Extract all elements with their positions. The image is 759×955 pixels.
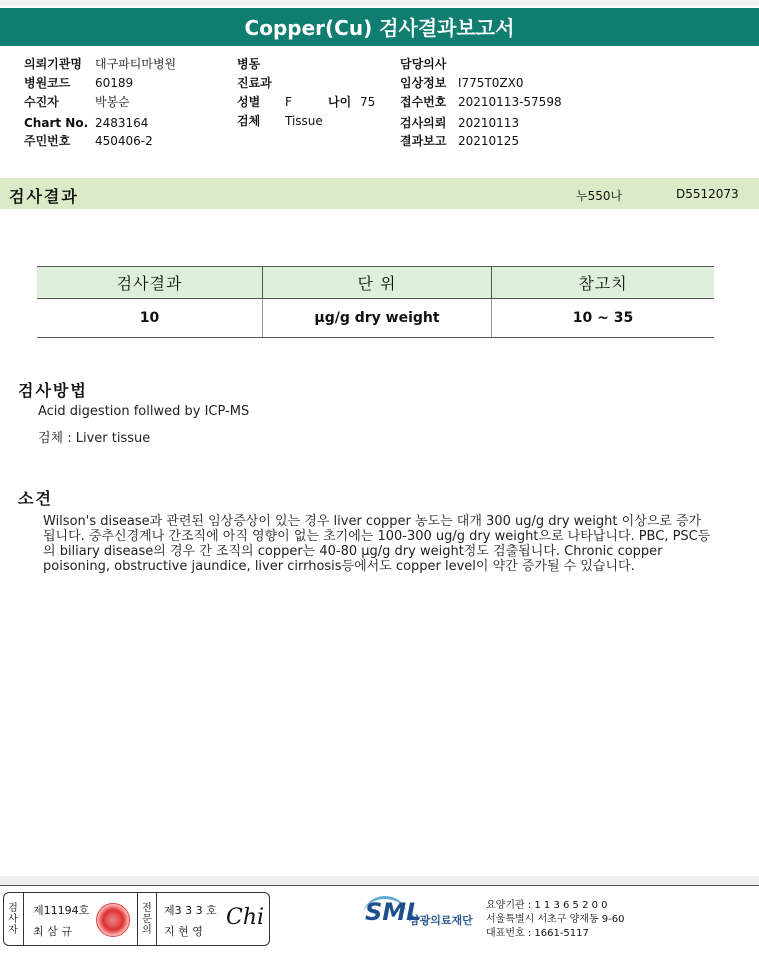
examiner-license-no: 제11194호	[33, 904, 90, 917]
divider	[156, 893, 157, 945]
value-resident-no: 450406-2	[95, 134, 153, 148]
cell-unit: µg/g dry weight	[263, 299, 492, 338]
footer-rule	[0, 885, 759, 886]
report-title: Copper(Cu) 검사결과보고서	[0, 8, 759, 46]
value-patient-name: 박봉순	[95, 95, 130, 109]
value-sex: F	[285, 95, 292, 109]
header-unit: 단 위	[263, 267, 492, 299]
institution-code: 요양기관 : 1 1 3 6 5 2 0 0	[486, 900, 608, 911]
test-id: D5512073	[676, 187, 739, 201]
table-row	[37, 299, 714, 338]
top-strip	[0, 0, 759, 6]
label-ward: 병동	[237, 57, 261, 71]
institution-address: 서울특별시 서초구 양재동 9-60	[486, 914, 625, 925]
test-code: 누550나	[576, 189, 623, 203]
value-clinical-info: I775T0ZX0	[458, 76, 524, 90]
label-patient-name: 수진자	[24, 95, 59, 109]
value-chart-no: 2483164	[95, 116, 149, 130]
label-hospital-code: 병원코드	[24, 76, 71, 90]
label-department: 진료과	[237, 76, 272, 90]
institution-info	[486, 899, 625, 941]
cell-reference: 10 ~ 35	[492, 299, 715, 338]
results-section-bar	[0, 178, 759, 209]
divider	[23, 893, 24, 945]
header-reference: 참고치	[492, 267, 715, 299]
label-chart-no: Chart No.	[24, 116, 89, 130]
divider	[137, 893, 138, 945]
foundation-name: 삼광의료재단	[409, 914, 473, 927]
examiner-vertical-label: 검사자	[8, 903, 18, 936]
specialist-vertical-label: 전문의	[142, 903, 152, 936]
cell-result: 10	[37, 299, 263, 338]
value-accession-no: 20210113-57598	[458, 95, 562, 109]
findings-title: 소견	[18, 489, 53, 508]
label-specimen: 검체	[237, 114, 261, 128]
results-table	[37, 266, 714, 338]
value-hospital-code: 60189	[95, 76, 134, 90]
specialist-license-no: 제3 3 3 호	[164, 904, 217, 917]
findings-text: Wilson's disease과 관련된 임상증상이 있는 경우 liver copper 농도는 대개 300 ug/g dry weight 이상으로 증가됩니다. 중추신경계나 간조직에 아직 영향이 없는 초기에는 100-300 ug/g dry weight으로 나타납니다. PBC, PSC등의 biliary disease의 경우 간 조직의 copper는 40-80 µg/g dry weight정도 검출됩니다. Chronic copper poisoning, obstructive jaundice, liver cirrhosis등에서도 copper level이 약간 증가될 수 있습니다.	[43, 514, 711, 574]
value-specimen: Tissue	[285, 114, 323, 128]
label-attending-doctor: 담당의사	[400, 57, 447, 71]
signature-box	[3, 892, 270, 946]
label-resident-no: 주민번호	[24, 134, 71, 148]
method-line2: 검체 : Liver tissue	[38, 431, 151, 446]
method-line1: Acid digestion follwed by ICP-MS	[38, 404, 250, 419]
label-age: 나이	[328, 95, 352, 109]
value-report-date: 20210125	[458, 134, 520, 148]
label-clinical-info: 임상정보	[400, 76, 447, 90]
institution-phone: 대표번호 : 1661-5117	[486, 928, 589, 939]
value-requesting-institution: 대구파티마병원	[95, 57, 177, 71]
label-request-date: 검사의뢰	[400, 116, 447, 130]
value-age: 75	[360, 95, 376, 109]
label-requesting-institution: 의뢰기관명	[24, 57, 82, 71]
label-report-date: 결과보고	[400, 134, 447, 148]
header-result: 검사결과	[37, 267, 263, 299]
label-accession-no: 접수번호	[400, 95, 447, 109]
results-table-header	[37, 267, 714, 299]
results-section-title: 검사결과	[9, 187, 79, 206]
examiner-name: 최 삼 규	[33, 925, 72, 938]
label-sex: 성별	[237, 95, 261, 109]
method-title: 검사방법	[18, 381, 88, 400]
logo-text: SML	[365, 898, 422, 926]
examiner-seal-stamp	[96, 903, 130, 937]
value-request-date: 20210113	[458, 116, 520, 130]
specialist-name: 지 현 영	[164, 925, 203, 938]
specialist-signature: Chi	[226, 905, 265, 930]
